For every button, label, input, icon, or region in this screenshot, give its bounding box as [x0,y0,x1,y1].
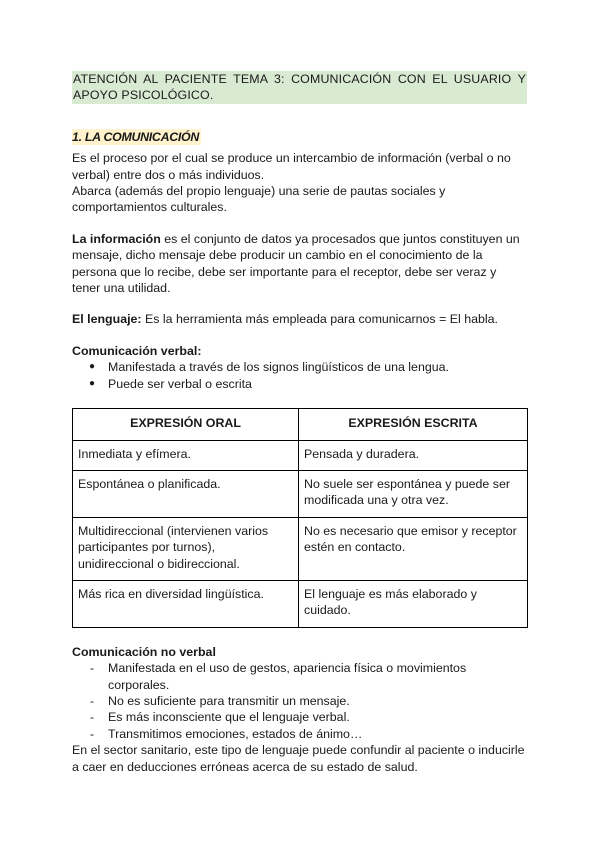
intro-paragraph-1: Es el proceso por el cual se produce un intercambio de información (verbal o no verbal) entre dos o más individuos. [72,151,511,182]
list-item: - Manifestada en el uso de gestos, apariencia física o movimientos corporales. [108,660,527,693]
lenguaje-term: El lenguaje: [72,312,142,327]
informacion-paragraph [72,231,527,297]
list-item: - Es más inconsciente que el lenguaje verbal. [108,709,527,725]
no-verbal-closing: En el sector sanitario, este tipo de lenguaje puede confundir al paciente o inducirle a caer en deducciones erróneas acerca de su estado de salud. [72,743,525,774]
list-item: ● Puede ser verbal o escrita [108,376,527,392]
table-header-oral: EXPRESIÓN ORAL [73,409,299,440]
no-verbal-heading: Comunicación no verbal [72,644,216,659]
table-row [73,440,528,470]
table-cell: No es necesario que emisor y receptor estén en contacto. [299,517,528,580]
no-verbal-list [72,660,527,742]
list-item: - No es suficiente para transmitir un mensaje. [108,693,527,709]
table-row [73,517,528,580]
table-header-row [73,409,528,440]
table-header-escrita: EXPRESIÓN ESCRITA [299,409,528,440]
informacion-text: es el conjunto de datos ya procesados que juntos constituyen un mensaje, dicho mensaje debe producir un cambio en el conocimiento de la persona que lo recibe, debe ser importante para el receptor, debe ser veraz y tener una utilidad. [72,231,520,296]
list-item: ● Manifestada a través de los signos lingüísticos de una lengua. [108,359,527,375]
verbal-list [72,359,527,392]
informacion-term: La información [72,231,161,246]
table-row [73,580,528,627]
document-title: ATENCIÓN AL PACIENTE TEMA 3: COMUNICACIÓN CON EL USUARIO Y APOYO PSICOLÓGICO. [73,72,526,103]
list-item: - Transmitimos emociones, estados de ánimo… [108,726,527,742]
lenguaje-paragraph [72,311,527,327]
document-content [72,71,527,775]
table-cell: El lenguaje es más elaborado y cuidado. [299,580,528,627]
verbal-heading: Comunicación verbal: [72,343,202,358]
section-title: 1. LA COMUNICACIÓN [72,129,199,144]
table-cell: Espontánea o planificada. [73,470,299,517]
expression-table [72,408,528,628]
table-cell: No suele ser espontánea y puede ser modificada una y otra vez. [299,470,528,517]
intro-paragraph-2: Abarca (además del propio lenguaje) una serie de pautas sociales y comportamientos culturales. [72,184,446,215]
lenguaje-text: Es la herramienta más empleada para comunicarnos = El habla. [141,312,498,327]
table-cell: Inmediata y efímera. [73,440,299,470]
table-row [73,470,528,517]
table-cell: Pensada y duradera. [299,440,528,470]
table-cell: Multidireccional (intervienen varios participantes por turnos), unidireccional o bidireccional. [73,517,299,580]
table-cell: Más rica en diversidad lingüística. [73,580,299,627]
